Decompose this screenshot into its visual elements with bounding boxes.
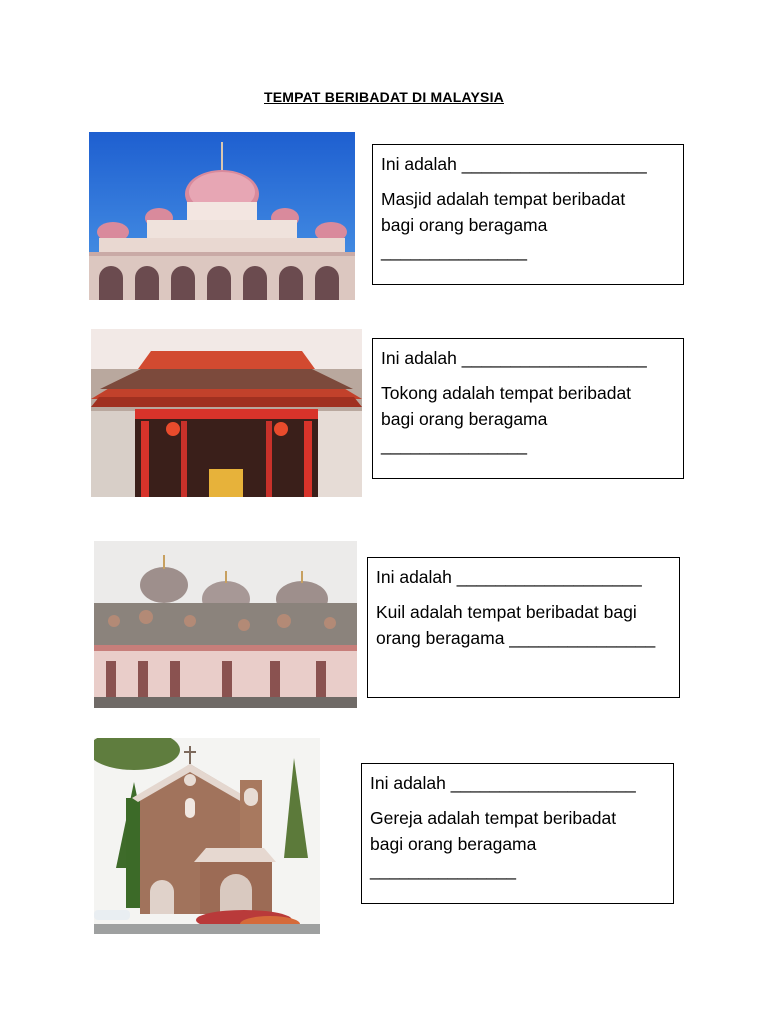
answer-box-mosque	[372, 144, 684, 285]
statement-line: Gereja adalah tempat beribadat	[370, 808, 617, 828]
answer-blank: _______________	[381, 241, 527, 261]
answer-blank: _______________	[370, 860, 516, 880]
statement-line: bagi orang beragama	[370, 834, 537, 854]
statement-line: bagi orang beragama	[381, 215, 548, 235]
statement-line: Kuil adalah tempat beribadat bagi	[376, 602, 637, 622]
church-photo	[94, 738, 320, 934]
page-title: TEMPAT BERIBADAT DI MALAYSIA	[264, 89, 504, 105]
answer-box-chinese-temple	[372, 338, 684, 479]
chinese-temple-photo	[91, 329, 362, 497]
question-line: Ini adalah ___________________	[381, 154, 647, 174]
statement-line: orang beragama _______________	[376, 628, 656, 648]
answer-blank: _______________	[381, 435, 527, 455]
question-line: Ini adalah ___________________	[370, 773, 636, 793]
answer-box-hindu-temple	[367, 557, 680, 698]
statement-line: Masjid adalah tempat beribadat	[381, 189, 626, 209]
question-line: Ini adalah ___________________	[376, 567, 642, 587]
hindu-temple-photo	[94, 541, 357, 708]
statement-line: bagi orang beragama	[381, 409, 548, 429]
statement-line: Tokong adalah tempat beribadat	[381, 383, 632, 403]
question-line: Ini adalah ___________________	[381, 348, 647, 368]
mosque-photo	[89, 132, 355, 300]
answer-box-church	[361, 763, 674, 904]
